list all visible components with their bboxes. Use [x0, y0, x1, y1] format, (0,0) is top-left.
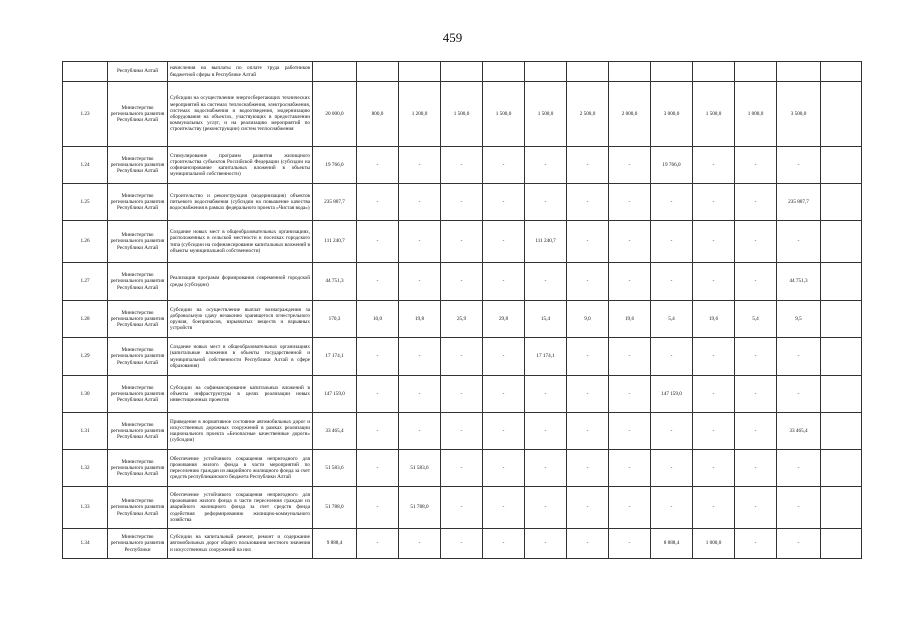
- row-organization: Министерство регионального развития Республики Алтай: [108, 376, 168, 413]
- row-value: -: [441, 413, 483, 450]
- row-value: -: [399, 338, 441, 376]
- row-value: -: [441, 338, 483, 376]
- row-value: -: [357, 221, 399, 263]
- row-value: -: [399, 184, 441, 221]
- row-organization: Министерство регионального развития Республики Алтай: [108, 82, 168, 147]
- row-value: [821, 413, 862, 450]
- row-value: -: [357, 338, 399, 376]
- row-value: 147 159,0: [313, 376, 357, 413]
- row-value: [821, 301, 862, 338]
- row-value: 25,9: [441, 301, 483, 338]
- row-value: -: [357, 413, 399, 450]
- row-value: 29,8: [483, 301, 525, 338]
- table-row: [63, 450, 862, 487]
- row-value: -: [693, 221, 735, 263]
- row-value: 9,0: [567, 301, 609, 338]
- row-value: -: [567, 221, 609, 263]
- row-value: -: [609, 487, 651, 529]
- row-value: [441, 62, 483, 82]
- row-value: 235 807,7: [777, 184, 821, 221]
- row-value: -: [567, 338, 609, 376]
- row-value: -: [357, 450, 399, 487]
- row-value: [777, 62, 821, 82]
- row-value: 3 500,0: [777, 82, 821, 147]
- row-value: -: [735, 338, 777, 376]
- row-description: Субсидии на осуществление выплат вознаграждения за добровольную сдачу незаконно хранящегося огнестрельного оружия, боеприпасов, взрывчатых веществ и взрывных устройств: [168, 301, 313, 338]
- row-value: -: [399, 263, 441, 301]
- row-value: -: [777, 376, 821, 413]
- row-value: -: [567, 263, 609, 301]
- row-value: [525, 62, 567, 82]
- row-value: 2 500,0: [567, 82, 609, 147]
- table-row: [63, 301, 862, 338]
- row-value: -: [735, 413, 777, 450]
- row-value: -: [525, 263, 567, 301]
- row-value: -: [399, 529, 441, 559]
- row-number: 1.26: [63, 221, 108, 263]
- row-value: -: [651, 221, 693, 263]
- row-value: -: [735, 184, 777, 221]
- row-value: -: [525, 376, 567, 413]
- row-value: -: [441, 221, 483, 263]
- row-value: -: [525, 184, 567, 221]
- row-value: -: [441, 487, 483, 529]
- row-value: -: [357, 263, 399, 301]
- row-value: -: [525, 147, 567, 184]
- row-value: [821, 62, 862, 82]
- row-value: 1 000,0: [735, 82, 777, 147]
- row-value: -: [609, 338, 651, 376]
- row-organization: Министерство регионального развития Республики Алтай: [108, 184, 168, 221]
- row-value: 111 240,7: [525, 221, 567, 263]
- table-row: [63, 184, 862, 221]
- row-value: -: [525, 487, 567, 529]
- row-value: 170,3: [313, 301, 357, 338]
- row-value: 19 766,0: [313, 147, 357, 184]
- row-value: 15,4: [525, 301, 567, 338]
- row-value: 3 000,0: [651, 82, 693, 147]
- row-value: 19,6: [609, 301, 651, 338]
- table-row: [63, 487, 862, 529]
- table-row: [63, 529, 862, 559]
- row-organization: Министерство регионального развития Республики Алтай: [108, 263, 168, 301]
- row-value: -: [693, 487, 735, 529]
- row-value: -: [567, 184, 609, 221]
- row-organization: Министерство регионального развития Республики Алтай: [108, 450, 168, 487]
- row-value: -: [399, 221, 441, 263]
- row-value: 51 788,0: [313, 487, 357, 529]
- row-number: 1.30: [63, 376, 108, 413]
- row-value: -: [693, 413, 735, 450]
- row-value: -: [735, 529, 777, 559]
- row-number: [63, 62, 108, 82]
- row-value: 2 000,0: [609, 82, 651, 147]
- row-value: -: [483, 263, 525, 301]
- row-value: 111 240,7: [313, 221, 357, 263]
- row-value: [609, 62, 651, 82]
- row-value: 20 000,0: [313, 82, 357, 147]
- row-value: 19,6: [693, 301, 735, 338]
- row-value: 33 465,4: [313, 413, 357, 450]
- row-value: -: [441, 450, 483, 487]
- row-number: 1.29: [63, 338, 108, 376]
- row-value: -: [651, 413, 693, 450]
- row-value: -: [399, 376, 441, 413]
- row-value: 8 888,4: [651, 529, 693, 559]
- table-row: [63, 413, 862, 450]
- row-value: -: [651, 338, 693, 376]
- table-row: [63, 62, 862, 82]
- row-value: -: [609, 413, 651, 450]
- row-value: -: [651, 184, 693, 221]
- row-value: -: [609, 529, 651, 559]
- row-value: [651, 62, 693, 82]
- row-value: -: [441, 263, 483, 301]
- row-value: 1 200,0: [399, 82, 441, 147]
- row-description: Создание новых мест в общеобразовательных организациях (капитальные вложения в объекты государственной и муниципальной собственности Республики Алтай в сфере образования): [168, 338, 313, 376]
- row-value: 51 583,6: [313, 450, 357, 487]
- row-value: 51 583,6: [399, 450, 441, 487]
- row-value: [821, 263, 862, 301]
- row-value: [821, 147, 862, 184]
- row-value: -: [609, 147, 651, 184]
- row-value: -: [777, 221, 821, 263]
- row-value: -: [441, 529, 483, 559]
- row-number: 1.23: [63, 82, 108, 147]
- row-organization: Министерство регионального развития Республики Алтай: [108, 413, 168, 450]
- row-value: -: [483, 450, 525, 487]
- row-value: -: [483, 487, 525, 529]
- row-organization: Министерство регионального развития Республики: [108, 529, 168, 559]
- row-description: Приведение в нормативное состояние автомобильных дорог и искусственных дорожных сооружений в рамках реализации национального проекта «Безопасные качественные дороги» (субсидии): [168, 413, 313, 450]
- table-row: [63, 221, 862, 263]
- row-number: 1.33: [63, 487, 108, 529]
- row-value: -: [483, 147, 525, 184]
- row-value: -: [735, 376, 777, 413]
- row-organization: Министерство регионального развития Республики Алтай: [108, 147, 168, 184]
- row-value: -: [483, 376, 525, 413]
- row-value: 5,4: [651, 301, 693, 338]
- row-value: -: [525, 450, 567, 487]
- page-number: 459: [442, 30, 463, 45]
- row-organization: Министерство регионального развития Республики Алтай: [108, 338, 168, 376]
- row-number: 1.27: [63, 263, 108, 301]
- row-value: -: [483, 221, 525, 263]
- row-value: -: [693, 338, 735, 376]
- row-description: Реализация программ формирования современной городской среды (субсидии): [168, 263, 313, 301]
- row-value: [821, 487, 862, 529]
- row-value: 17 174,1: [313, 338, 357, 376]
- row-organization: Министерство регионального развития Республики Алтай: [108, 487, 168, 529]
- row-description: Стимулирование программ развития жилищного строительства субъектов Российской Федерации (субсидии на софинансирование капитальных вложений в объекты муниципальной собственности): [168, 147, 313, 184]
- row-value: [821, 338, 862, 376]
- row-value: [821, 450, 862, 487]
- row-value: [357, 62, 399, 82]
- row-value: -: [357, 487, 399, 529]
- table-row: [63, 263, 862, 301]
- row-value: 5,4: [735, 301, 777, 338]
- row-value: -: [399, 147, 441, 184]
- row-value: 9 888,4: [313, 529, 357, 559]
- row-value: -: [525, 529, 567, 559]
- row-description: Субсидии на капитальный ремонт, ремонт и содержание автомобильных дорог общего пользования местного значения и искусственных сооружений на них: [168, 529, 313, 559]
- row-description: Субсидии на осуществление энергосберегающих технических мероприятий на системах теплоснабжения, электроснабжения, системах водоснабжения и водоотведения, модернизацию оборудования на объектах, участвующих в предоставлении коммунальных услуг, и на реализацию мероприятий по строительству (реконструкции) систем теплоснабжения: [168, 82, 313, 147]
- row-value: -: [735, 263, 777, 301]
- row-value: [735, 62, 777, 82]
- row-number: 1.24: [63, 147, 108, 184]
- row-value: -: [567, 147, 609, 184]
- row-organization: Министерство регионального развития Республики Алтай: [108, 301, 168, 338]
- row-value: [821, 376, 862, 413]
- row-number: 1.28: [63, 301, 108, 338]
- row-value: -: [735, 221, 777, 263]
- row-value: -: [441, 376, 483, 413]
- row-value: -: [357, 184, 399, 221]
- row-value: -: [441, 147, 483, 184]
- row-value: [483, 62, 525, 82]
- row-value: 235 807,7: [313, 184, 357, 221]
- row-value: 44 751,3: [777, 263, 821, 301]
- row-number: 1.31: [63, 413, 108, 450]
- row-value: 19 766,0: [651, 147, 693, 184]
- row-value: -: [357, 529, 399, 559]
- row-number: 1.32: [63, 450, 108, 487]
- row-value: [821, 82, 862, 147]
- row-value: -: [483, 413, 525, 450]
- row-value: -: [735, 147, 777, 184]
- row-organization: Министерство регионального развития Республики Алтай: [108, 221, 168, 263]
- row-value: 147 159,0: [651, 376, 693, 413]
- row-value: -: [693, 184, 735, 221]
- row-value: -: [483, 338, 525, 376]
- row-value: -: [609, 376, 651, 413]
- row-value: 33 465,4: [777, 413, 821, 450]
- row-value: [821, 221, 862, 263]
- row-value: [821, 529, 862, 559]
- row-value: 1 500,0: [441, 82, 483, 147]
- row-value: -: [357, 376, 399, 413]
- row-value: 51 788,0: [399, 487, 441, 529]
- row-value: 19,8: [399, 301, 441, 338]
- row-value: -: [609, 184, 651, 221]
- row-value: -: [357, 147, 399, 184]
- row-value: -: [399, 413, 441, 450]
- row-description: Создание новых мест в общеобразовательных организациях, расположенных в сельской местности и поселках городского типа (субсидии на софинансирование капитальных вложений в объекты муниципальной собственности): [168, 221, 313, 263]
- row-value: -: [567, 376, 609, 413]
- row-value: -: [651, 450, 693, 487]
- row-organization: Республики Алтай: [108, 62, 168, 82]
- row-value: -: [693, 263, 735, 301]
- row-value: 1 000,0: [693, 529, 735, 559]
- row-value: -: [735, 487, 777, 529]
- row-value: 1 500,0: [525, 82, 567, 147]
- row-value: 9,5: [777, 301, 821, 338]
- row-number: 1.34: [63, 529, 108, 559]
- row-value: -: [651, 487, 693, 529]
- row-value: -: [777, 147, 821, 184]
- row-value: -: [777, 529, 821, 559]
- budget-table: [62, 61, 862, 559]
- row-value: 1 500,0: [693, 82, 735, 147]
- row-value: -: [651, 263, 693, 301]
- row-value: -: [567, 450, 609, 487]
- row-number: 1.25: [63, 184, 108, 221]
- table-row: [63, 338, 862, 376]
- row-description: Строительство и реконструкция (модернизация) объектов питьевого водоснабжения (субсидии на повышение качества водоснабжения в рамках федерального проекта «Чистая вода»): [168, 184, 313, 221]
- row-value: [567, 62, 609, 82]
- row-value: -: [441, 184, 483, 221]
- row-value: 800,0: [357, 82, 399, 147]
- row-value: 17 174,1: [525, 338, 567, 376]
- row-description: начисления на выплаты по оплате труда работников бюджетной сферы в Республике Алтай: [168, 62, 313, 82]
- row-value: -: [567, 529, 609, 559]
- row-description: Обеспечение устойчивого сокращения непригодного для проживания жилого фонда в части переселения граждан из аварийного жилищного фонда за счет средств фонда содействия реформированию жилищно-коммунального хозяйства: [168, 487, 313, 529]
- row-value: -: [777, 338, 821, 376]
- row-value: -: [735, 450, 777, 487]
- table-row: [63, 376, 862, 413]
- row-value: 1 500,0: [483, 82, 525, 147]
- row-value: 10,0: [357, 301, 399, 338]
- row-value: -: [693, 450, 735, 487]
- table-row: [63, 82, 862, 147]
- row-value: -: [525, 413, 567, 450]
- row-value: -: [567, 413, 609, 450]
- row-value: [821, 184, 862, 221]
- row-value: -: [483, 529, 525, 559]
- row-description: Обеспечение устойчивого сокращения непригодного для проживания жилого фонда в части мероприятий по переселению граждан из аварийного жилищного фонда за счет средств республиканского бюджета Республики Алтай: [168, 450, 313, 487]
- row-value: [313, 62, 357, 82]
- row-value: -: [777, 487, 821, 529]
- row-value: 44 751,3: [313, 263, 357, 301]
- row-value: [693, 62, 735, 82]
- row-value: -: [693, 376, 735, 413]
- row-value: -: [609, 221, 651, 263]
- row-value: -: [777, 450, 821, 487]
- table-row: [63, 147, 862, 184]
- row-value: -: [567, 487, 609, 529]
- row-description: Субсидии на софинансирование капитальных вложений в объекты инфраструктуры в целях реализации новых инвестиционных проектов: [168, 376, 313, 413]
- row-value: [399, 62, 441, 82]
- row-value: -: [609, 450, 651, 487]
- row-value: -: [609, 263, 651, 301]
- row-value: -: [483, 184, 525, 221]
- row-value: -: [693, 147, 735, 184]
